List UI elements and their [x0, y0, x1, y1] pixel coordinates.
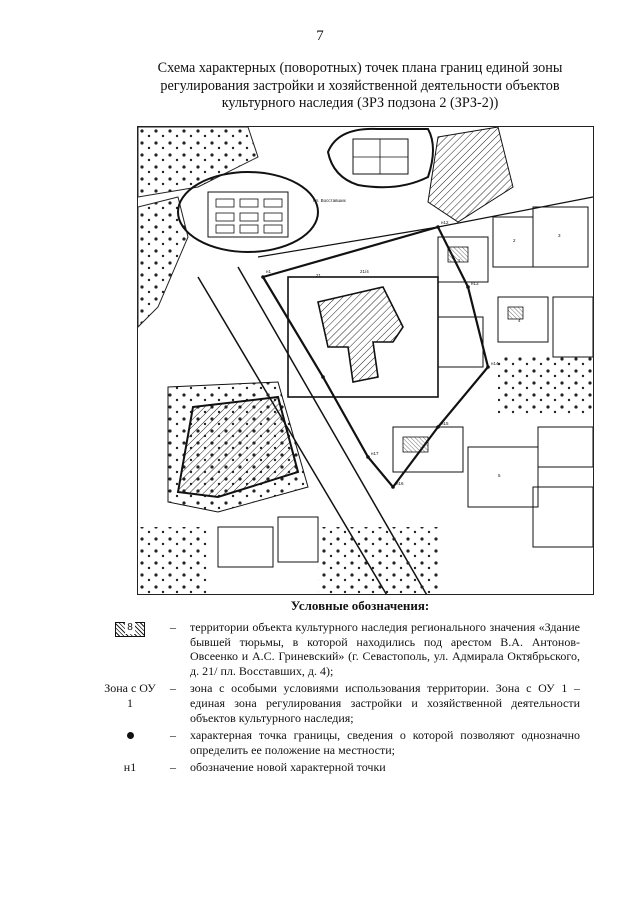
point-label-n1: н1 [266, 269, 271, 274]
legend-dash: – [170, 728, 176, 743]
site-plan-map [137, 126, 594, 595]
title-line-3: культурного наследия (ЗРЗ подзона 2 (ЗРЗ-2)) [221, 95, 499, 111]
building-label-5: 5 [498, 473, 501, 478]
building-label-4: 4 [518, 318, 521, 323]
legend-text: характерная точка границы, сведения о которой позволяют однозначно определить ее положение на местности; [190, 728, 580, 757]
park-area-south [318, 527, 438, 594]
legend-dash: – [170, 760, 176, 775]
new-point-symbol: н1 [123, 760, 137, 775]
legend-text: обозначение новой характерной точки [190, 760, 386, 775]
point-label-n13: н13 [471, 281, 479, 286]
legend-item-boundary-point [100, 728, 580, 757]
building-label-21-4: 21/4 [360, 269, 369, 274]
title-line-1: Схема характерных (поворотных) точек плана границ единой зоны [157, 60, 563, 76]
building-label-3: 3 [558, 233, 561, 238]
legend-item-zone-ou1 [100, 681, 580, 725]
legend-item-heritage-territory [100, 620, 580, 678]
legend-item-new-point [100, 760, 580, 775]
point-label-n15: н15 [441, 421, 449, 426]
map-drawing [138, 127, 593, 594]
building-label-21: 21 [316, 273, 322, 278]
legend-heading: Условные обозначения: [290, 598, 430, 613]
building-label-1: 1 [458, 258, 461, 263]
point-label-n12: н12 [441, 220, 449, 225]
point-label-n16: н16 [396, 481, 404, 486]
document-title [120, 60, 600, 113]
page-number: 7 [316, 28, 324, 44]
legend-text: территории объекта культурного наследия регионального значения «Здание бывшей тюрьмы, в которой находились под арестом В.А. Антонов-Овсеенко и А.С. Гриневский» (г. Севастополь, ул. Адмирала Октябрьского, д. 21/ пл. Восставших, д. 4); [190, 620, 580, 678]
street-label: пл. Восставших [313, 198, 346, 203]
legend-text: зона с особыми условиями использования территории. Зона с ОУ 1 – единая зона регулирования застройки и хозяйственной деятельности объектов культурного наследия; [190, 681, 580, 725]
point-label-n14: н14 [491, 361, 499, 366]
swatch-number: 8 [125, 622, 135, 634]
title-line-2: регулирования застройки и хозяйственной деятельности объектов [160, 77, 560, 94]
hatched-swatch-icon [100, 620, 160, 641]
park-area-southwest-corner [138, 527, 208, 594]
boundary-point-symbol [100, 728, 160, 743]
oval-square-beds [216, 199, 282, 233]
park-area-east [498, 357, 593, 417]
point-label-n17: н17 [371, 451, 379, 456]
building-label-2: 2 [513, 238, 516, 243]
zone-ou1-symbol: Зона с ОУ 1 [104, 681, 156, 710]
legend-dash: – [170, 620, 176, 634]
boundary-point-icon [127, 732, 134, 739]
legend-dash: – [170, 681, 176, 696]
legend [100, 620, 580, 778]
